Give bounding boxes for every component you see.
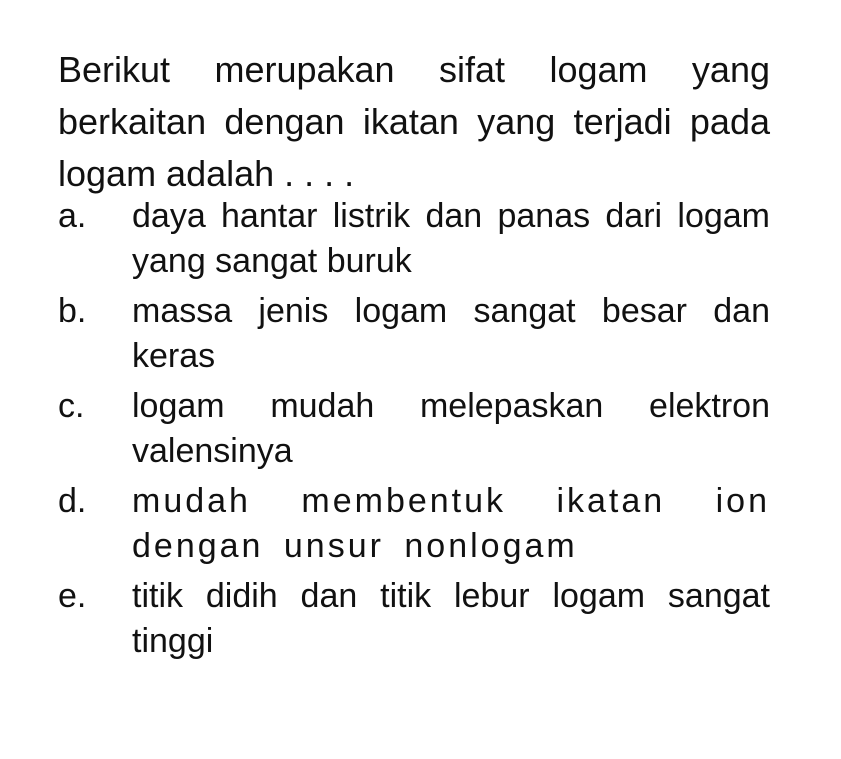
option-e[interactable] — [58, 574, 770, 664]
option-letter: d. — [58, 482, 87, 520]
option-text: daya hantar listrik dan panas dari logam yang sangat buruk — [132, 197, 770, 280]
question-text: Berikut merupakan sifat logam yang berkaitan dengan ikatan yang terjadi pada logam adalah . . . . — [58, 49, 770, 194]
option-letter: e. — [58, 577, 87, 615]
option-letter: b. — [58, 292, 87, 330]
option-text: massa jenis logam sangat besar dan keras — [132, 292, 770, 375]
option-text: mudah membentuk ikatan ion dengan unsur nonlogam — [132, 482, 770, 565]
option-a[interactable] — [58, 194, 770, 284]
option-text: titik didih dan titik lebur logam sangat tinggi — [132, 577, 770, 660]
option-d[interactable] — [58, 479, 770, 569]
answer-options — [58, 194, 770, 669]
option-b[interactable] — [58, 289, 770, 379]
option-letter: c. — [58, 387, 85, 425]
option-text: logam mudah melepaskan elektron valensinya — [132, 387, 770, 470]
option-c[interactable] — [58, 384, 770, 474]
option-letter: a. — [58, 197, 87, 235]
